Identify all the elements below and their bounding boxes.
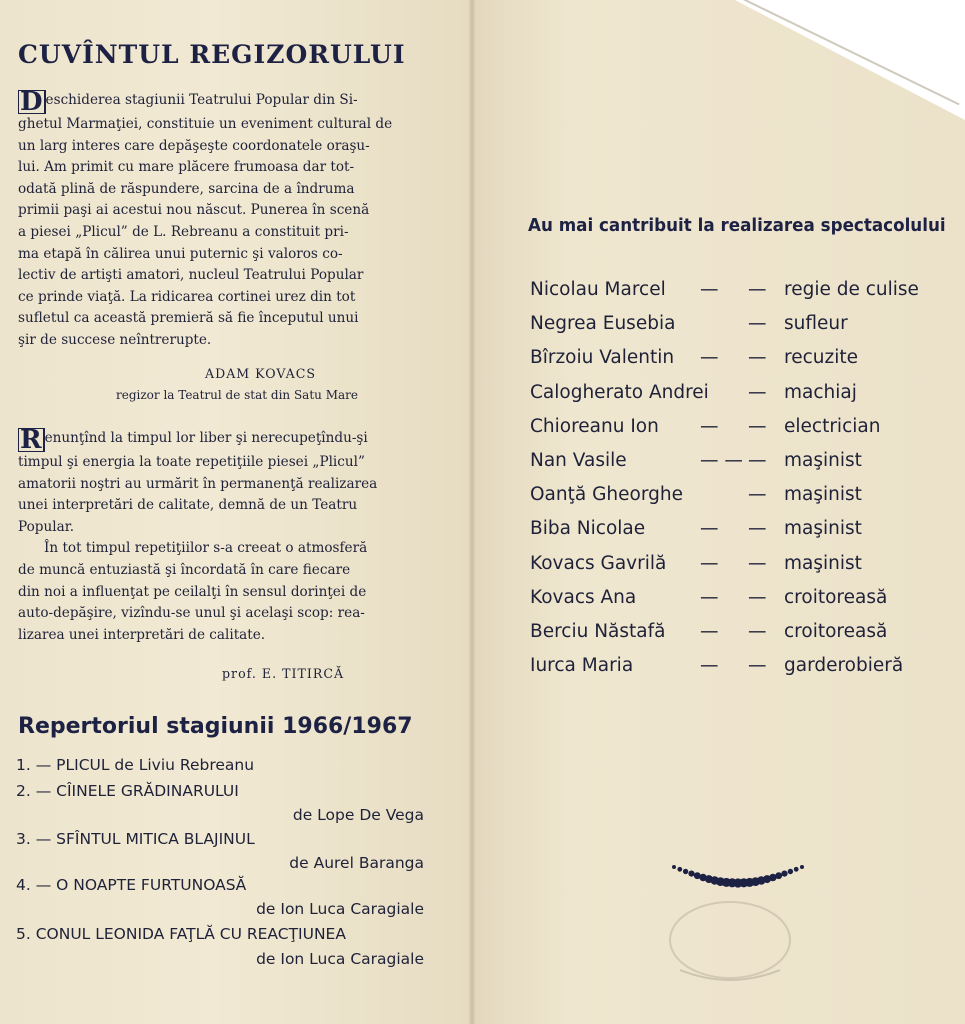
contributors-title: Au mai cantribuit la realizarea spectacolului [528,215,946,236]
teacher-paragraph-lines [18,428,422,646]
contributor-name: Berciu Năstafă [530,621,666,642]
contributor-row [530,279,940,309]
contributor-dash: — [748,586,767,608]
teacher-signature-name: prof. E. TITIRCĂ [222,666,345,681]
contributor-row [530,450,940,480]
paragraph-text: amatorii noştri au urmărit în permanenţă realizarea [18,475,378,492]
contributor-row [530,484,940,514]
contributor-row [530,621,940,651]
contributor-role: sufleur [784,313,848,335]
paragraph-text: timpul şi energia la toate repetiţiile piesei „Plicul” [18,454,365,470]
contributor-name: Iurca Maria [530,655,634,677]
bead [672,865,676,869]
paragraph-line [18,495,422,517]
paragraph-line [18,625,422,647]
contributor-row [530,347,940,377]
paragraph-line [18,452,422,474]
contributor-role: garderobieră [784,655,904,677]
contributor-name: Bîrzoiu Valentin [530,347,675,369]
contributor-dash: — [700,415,719,437]
repertoire-author: de Ion Luca Caragiale [256,900,424,918]
contributor-dash: — [700,347,719,369]
paragraph-line [18,603,422,625]
bead [775,872,782,879]
contributor-dash: — [700,518,719,540]
paragraph-line [18,200,422,222]
contributor-dash: — [748,347,767,369]
contributor-row [530,313,940,343]
contributor-dash: — [748,381,767,403]
paragraph-line [18,114,422,136]
paragraph-text: auto-depăşire, vizîndu-se unul şi acelaşi scop: rea- [18,605,365,622]
contributor-role: maşinist [784,518,862,540]
bead [677,867,682,872]
contributor-dash: — — [700,450,743,471]
contributor-role: regie de culise [784,279,919,300]
paragraph-line [18,538,422,560]
paragraph-line [18,428,422,452]
repertoire-author: de Aurel Baranga [289,854,424,872]
contributor-name: Chioreanu Ion [530,415,659,437]
paragraph-text: din noi a influenţat pe ceilalţi în sensul dorinţei de [18,583,367,600]
bead [688,871,694,877]
contributor-role: croitoreasă [784,621,888,642]
torn-corner [735,0,965,120]
repertoire-author: de Lope De Vega [292,806,424,824]
contributor-name: Kovacs Ana [530,586,637,608]
director-word-title: CUVÎNTUL REGIZORULUI [18,40,406,69]
paragraph-text: enunţînd la timpul lor liber şi nerecupeţîndu-şi [44,430,368,446]
contributor-dash: — [748,313,767,335]
contributor-dash: — [748,415,767,437]
paragraph-text: şir de succese neîntrerupte. [18,331,212,348]
paragraph-text: lizarea unei interpretări de calitate. [18,626,266,643]
repertoire-item: 2. — CÎINELE GRĂDINARULUI [16,782,239,800]
contributor-row [530,382,940,412]
repertoire-author: de Ion Luca Caragiale [256,950,424,968]
faded-stamp [650,895,810,995]
paragraph-line [18,222,422,244]
repertoire-item: 5. CONUL LEONIDA FAŢLĂ CU REACŢIUNEA [16,925,346,943]
paragraph-line [18,179,422,201]
contributor-dash: — [700,621,719,642]
contributor-dash: — [748,621,767,642]
bead [683,869,688,874]
center-fold [468,0,476,1024]
contributor-role: machiaj [784,381,857,403]
contributor-dash: — [700,552,719,574]
contributor-row [530,416,940,446]
teacher-paragraph [18,428,422,646]
paragraph-line [18,582,422,604]
bead [800,865,804,869]
contributor-row [530,553,940,583]
contributor-dash: — [700,279,719,300]
contributor-dash: — [748,484,767,506]
contributor-dash: — [700,586,719,608]
repertoire-item: 3. — SFÎNTUL MITICA BLAJINUL [16,830,255,848]
paragraph-line [18,287,422,309]
contributor-name: Nan Vasile [530,450,627,471]
paragraph-line [18,157,422,179]
paragraph-text: de muncă entuziastă şi încordată în care fiecare [18,561,351,578]
paragraph-text: ghetul Marmaţiei, constituie un eveniment cultural de [18,116,393,132]
paragraph-text: lectiv de artişti amatori, nucleul Teatrului Popular [18,267,364,284]
repertoire-title: Repertoriul stagiunii 1966/1967 [18,714,413,739]
contributor-name: Biba Nicolae [530,518,646,540]
bead-ornament [668,857,808,897]
paragraph-text: primii paşi ai acestui nou născut. Punerea în scenă [18,202,370,219]
bead [794,867,799,872]
paragraph-text: ma etapă în călirea unui puternic şi valoros co- [18,245,343,262]
contributor-dash: — [748,655,767,677]
contributor-name: Calogherato Andrei [530,381,709,403]
contributor-role: croitoreasă [784,586,888,608]
bead [788,869,793,874]
contributor-dash: — [748,552,767,574]
director-paragraph [18,90,422,352]
contributor-name: Kovacs Gavrilă [530,552,667,574]
paragraph-text: sufletul ca această premieră să fie începutul unui [18,310,359,327]
paragraph-line [18,244,422,266]
paragraph-line [18,517,422,539]
drop-cap: D [20,90,43,114]
contributor-name: Negrea Eusebia [530,313,676,335]
contributor-role: maşinist [784,552,862,574]
paragraph-text: odată plină de răspundere, sarcina de a îndruma [18,180,355,197]
repertoire-item: 1. — PLICUL de Liviu Rebreanu [16,756,255,774]
contributor-role: electrician [784,415,881,437]
paragraph-line [18,265,422,287]
director-signature-name: ADAM KOVACS [205,366,316,381]
contributor-name: Nicolau Marcel [530,279,666,300]
director-paragraph-lines [18,90,422,352]
paragraph-line [18,90,422,114]
contributor-dash: — [748,518,767,540]
paragraph-text: ce prinde viaţă. La ridicarea cortinei urez din tot [18,288,356,305]
paragraph-text: a piesei „Plicul” de L. Rebreanu a constituit pri- [18,223,349,240]
contributor-role: recuzite [784,347,858,369]
drop-cap: R [20,428,42,452]
contributor-row [530,655,940,685]
paragraph-text: eschiderea stagiunii Teatrului Popular din Si- [45,92,358,108]
contributor-row [530,587,940,617]
paragraph-text: În tot timpul repetiţiilor s-a creeat o atmosferă [44,540,368,557]
paragraph-line [18,474,422,496]
paragraph-line [18,330,422,352]
paragraph-text: lui. Am primit cu mare plăcere frumoasa dar tot- [18,159,355,176]
paragraph-line [18,560,422,582]
contributor-role: maşinist [784,484,862,506]
paragraph-text: unei interpretări de calitate, demnă de un Teatru [18,497,358,514]
contributor-role: maşinist [784,450,862,471]
bead [781,871,787,877]
paragraph-line [18,308,422,330]
contributor-name: Oanţă Gheorghe [530,484,683,506]
contributor-dash: — [700,655,719,677]
paragraph-text: Popular. [18,518,75,535]
contributor-row [530,518,940,548]
director-signature-role: regizor la Teatrul de stat din Satu Mare [116,388,358,402]
paragraph-text: un larg interes care depăşeşte coordonatele oraşu- [18,137,370,154]
contributor-dash: — [748,279,767,300]
repertoire-item: 4. — O NOAPTE FURTUNOASĂ [16,876,247,894]
contributor-dash: — [748,450,767,471]
paragraph-line [18,136,422,158]
